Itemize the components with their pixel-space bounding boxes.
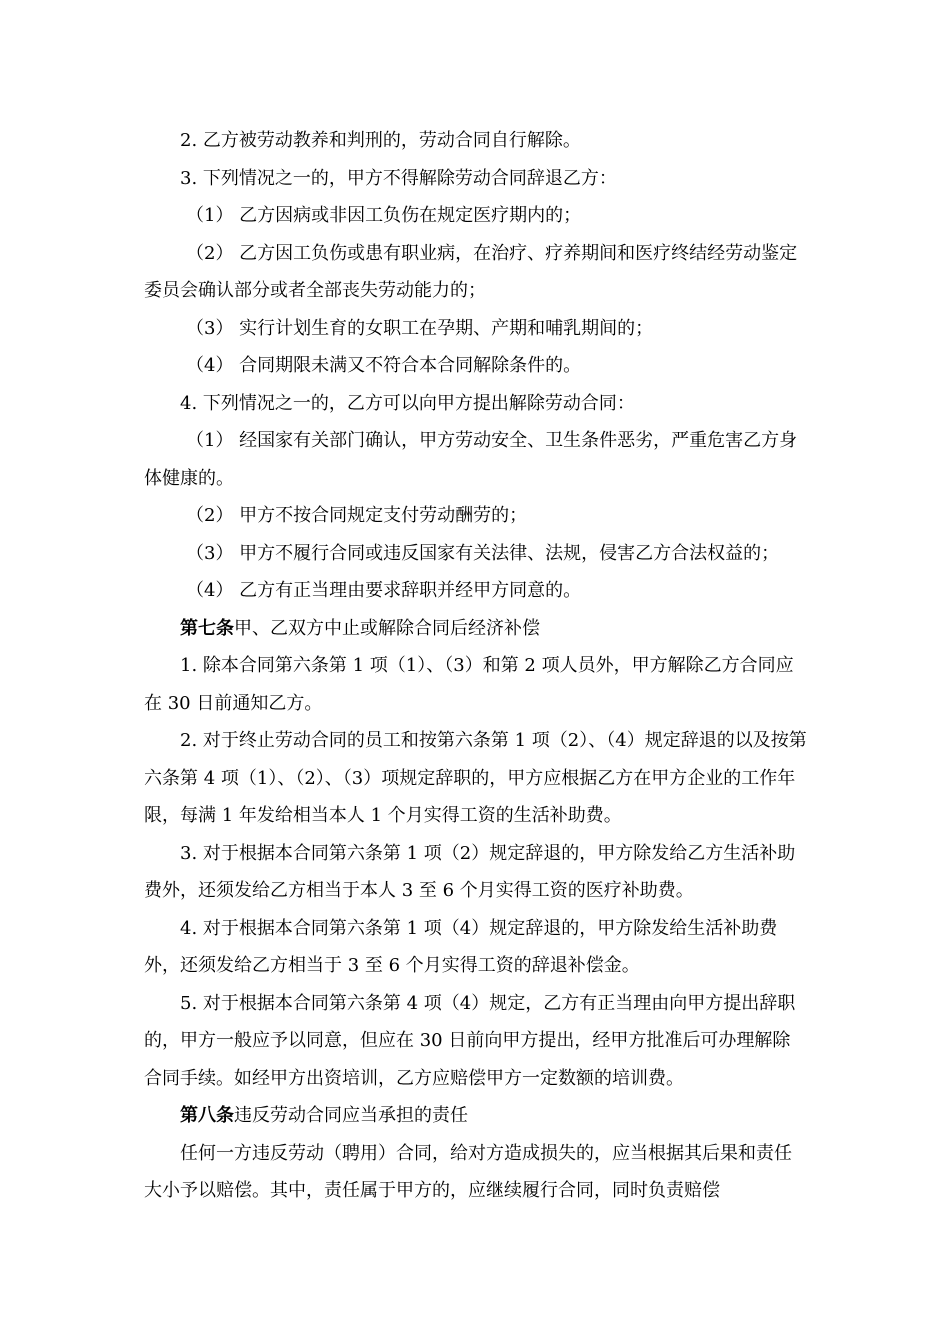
paragraph-clause-2: 2. 乙方被劳动教养和判刑的，劳动合同自行解除。 [180, 130, 581, 151]
paragraph-item-3-3: （3） 实行计划生育的女职工在孕期、产期和哺乳期间的； [186, 317, 654, 339]
paragraph-clause-3: 3. 下列情况之一的，甲方不得解除劳动合同辞退乙方： [180, 167, 617, 189]
article-8-title: 违反劳动合同应当承担的责任 [234, 1105, 468, 1126]
article-7-item-3: 3. 对于根据本合同第六条第 1 项（2）规定辞退的，甲方除发给乙方生活补助费外，还须发给乙方相当于本人 3 至 6 个月实得工资的医疗补助费。 [144, 842, 796, 901]
paragraph-item-4-1: （1） 经国家有关部门确认，甲方劳动安全、卫生条件恶劣，严重危害乙方身体健康的。 [144, 430, 798, 489]
article-7-item-2: 2. 对于终止劳动合同的员工和按第六条第 1 项（2）、（4）规定辞退的以及按第六条第 4 项（1）、（2）、（3）项规定辞职的，甲方应根据乙方在甲方企业的工作年限，每满 1 年发给相当本人 1 个月实得工资的生活补助费。 [144, 730, 807, 826]
article-7-item-1: 1. 除本合同第六条第 1 项（1）、（3）和第 2 项人员外，甲方解除乙方合同应在 30 日前通知乙方。 [144, 655, 794, 714]
paragraph-item-4-2: （2） 甲方不按合同规定支付劳动酬劳的； [186, 505, 528, 526]
document-page [144, 122, 808, 1210]
paragraph-item-3-4: （4） 合同期限未满又不符合本合同解除条件的。 [186, 355, 582, 376]
paragraph-item-3-1: （1） 乙方因病或非因工负伤在规定医疗期内的； [186, 205, 582, 226]
article-8-body: 任何一方违反劳动（聘用）合同，给对方造成损失的，应当根据其后果和责任大小予以赔偿。其中，责任属于甲方的，应继续履行合同，同时负责赔偿 [144, 1142, 792, 1201]
paragraph-item-4-4: （4） 乙方有正当理由要求辞职并经甲方同意的。 [186, 580, 582, 601]
article-7-label: 第七条 [180, 617, 234, 639]
article-7-title: 甲、乙双方中止或解除合同后经济补偿 [234, 617, 540, 639]
article-7-item-5: 5. 对于根据本合同第六条第 4 项（4）规定，乙方有正当理由向甲方提出辞职的，甲方一般应予以同意，但应在 30 日前向甲方提出，经甲方批准后可办理解除合同手续。如经甲方出资培训，乙方应赔偿甲方一定数额的培训费。 [144, 992, 796, 1089]
article-7-heading [144, 610, 808, 648]
article-7-item-4: 4. 对于根据本合同第六条第 1 项（4）规定辞退的，甲方除发给生活补助费外，还须发给乙方相当于 3 至 6 个月实得工资的辞退补偿金。 [144, 917, 778, 976]
paragraph-item-4-3: （3） 甲方不履行合同或违反国家有关法律、法规，侵害乙方合法权益的； [186, 542, 780, 564]
paragraph-clause-4: 4. 下列情况之一的，乙方可以向甲方提出解除劳动合同： [180, 392, 635, 414]
article-8-label: 第八条 [180, 1105, 234, 1126]
paragraph-item-3-2: （2） 乙方因工负伤或患有职业病，在治疗、疗养期间和医疗终结经劳动鉴定委员会确认部分或者全部丧失劳动能力的； [144, 242, 798, 301]
article-8-heading [144, 1097, 808, 1135]
